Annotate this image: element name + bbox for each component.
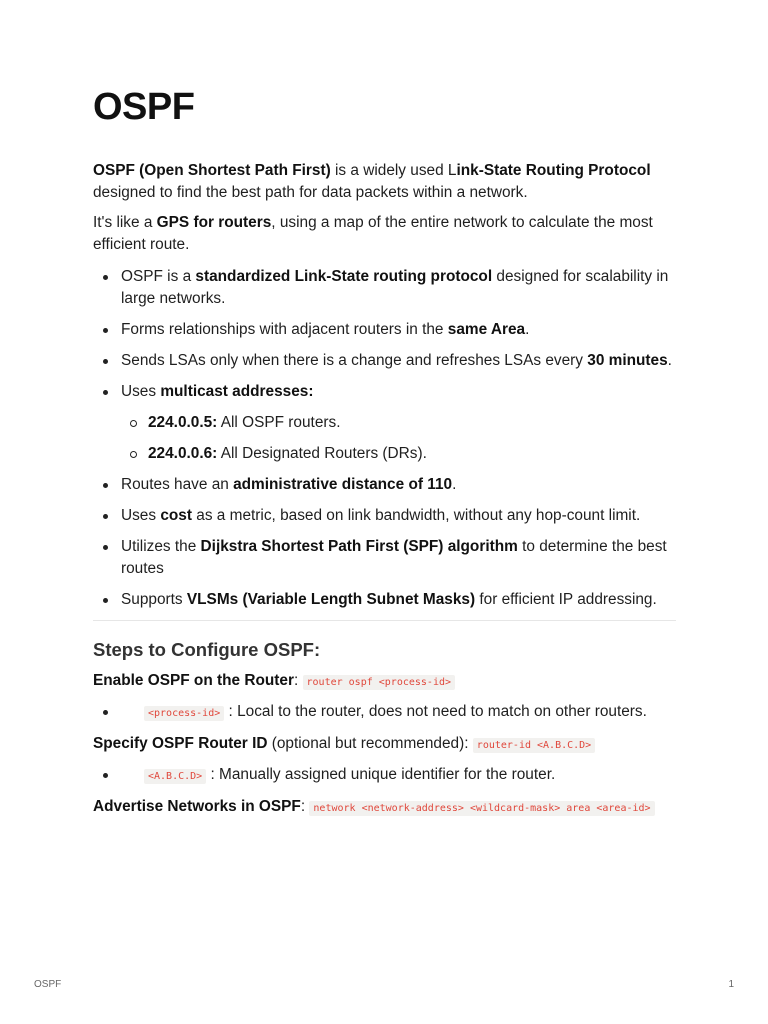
- step-detail-list: [93, 701, 676, 725]
- section-divider: [93, 620, 676, 621]
- list-item: [93, 505, 676, 527]
- list-item: [93, 536, 676, 580]
- text: .: [667, 352, 672, 369]
- list-item: [93, 701, 676, 725]
- text: : Local to the router, does not need to match on other routers.: [224, 703, 647, 720]
- text: is a widely used L: [330, 162, 457, 179]
- bold-term: OSPF (Open Shortest Path First): [93, 162, 331, 179]
- list-item: [93, 266, 676, 310]
- document-body: [93, 160, 676, 828]
- multicast-sublist: [93, 412, 676, 465]
- list-item: [93, 589, 676, 611]
- sublist-item: [93, 412, 676, 434]
- bold-term: 224.0.0.6:: [148, 445, 218, 462]
- step-detail-list: [93, 764, 676, 788]
- text: It's like a: [93, 214, 157, 231]
- bold-term: Advertise Networks in OSPF: [93, 798, 301, 815]
- text: to determine the best routes: [121, 538, 667, 577]
- bold-term: 30 minutes: [587, 352, 668, 369]
- text: as a metric, based on link bandwidth, without any hop-count limit.: [192, 507, 641, 524]
- text: , using a map of the entire network to calculate the most efficient route.: [93, 214, 653, 253]
- text: All Designated Routers (DRs).: [217, 445, 427, 462]
- list-item: [93, 319, 676, 341]
- text: .: [452, 476, 457, 493]
- text: .: [525, 321, 530, 338]
- text: Forms relationships with adjacent routers in the: [121, 321, 448, 338]
- bold-term: ink-State Routing Protocol: [456, 162, 651, 179]
- step-enable-ospf: [93, 670, 676, 694]
- intro-paragraph-2: [93, 212, 676, 256]
- text: for efficient IP addressing.: [475, 591, 657, 608]
- text: designed to find the best path for data packets within a network.: [93, 184, 528, 201]
- bold-term: administrative distance of 110: [233, 476, 453, 493]
- bold-term: VLSMs (Variable Length Subnet Masks): [186, 591, 476, 608]
- text: (optional but recommended):: [267, 735, 473, 752]
- text: Routes have an: [121, 476, 234, 493]
- code-snippet: network <network-address> <wildcard-mask> area <area-id>: [309, 801, 654, 816]
- list-item: [93, 474, 676, 496]
- text: Uses: [121, 383, 161, 400]
- step-advertise-networks: [93, 796, 676, 820]
- text: :: [300, 798, 310, 815]
- bold-term: Dijkstra Shortest Path First (SPF) algorithm: [200, 538, 518, 555]
- intro-paragraph-1: [93, 160, 676, 204]
- page-title: OSPF: [93, 86, 195, 128]
- code-snippet: <process-id>: [144, 706, 224, 721]
- feature-list: [93, 266, 676, 611]
- code-snippet: router-id <A.B.C.D>: [473, 738, 595, 753]
- bold-term: GPS for routers: [156, 214, 272, 231]
- text: designed for scalability in large networks.: [121, 268, 669, 307]
- bold-term: Specify OSPF Router ID: [93, 735, 268, 752]
- footer-document-title: OSPF: [34, 979, 62, 990]
- sublist-item: [93, 443, 676, 465]
- text: :: [293, 672, 303, 689]
- bold-term: standardized Link-State routing protocol: [195, 268, 493, 285]
- list-item: [93, 381, 676, 465]
- text: All OSPF routers.: [217, 414, 341, 431]
- code-snippet: <A.B.C.D>: [144, 769, 206, 784]
- bold-term: 224.0.0.5:: [148, 414, 218, 431]
- section-heading: Steps to Configure OSPF:: [93, 639, 321, 660]
- text: Supports: [121, 591, 187, 608]
- bold-term: same Area: [447, 321, 526, 338]
- code-snippet: router ospf <process-id>: [303, 675, 456, 690]
- text: Utilizes the: [121, 538, 201, 555]
- text: Uses: [121, 507, 161, 524]
- bold-term: Enable OSPF on the Router: [93, 672, 294, 689]
- list-item: [93, 350, 676, 372]
- text: : Manually assigned unique identifier for the router.: [206, 766, 556, 783]
- bold-term: cost: [160, 507, 192, 524]
- bold-term: multicast addresses:: [160, 383, 314, 400]
- step-router-id: [93, 733, 676, 757]
- footer-page-number: 1: [728, 979, 734, 990]
- list-item: [93, 764, 676, 788]
- text: Sends LSAs only when there is a change and refreshes LSAs every: [121, 352, 588, 369]
- text: OSPF is a: [121, 268, 196, 285]
